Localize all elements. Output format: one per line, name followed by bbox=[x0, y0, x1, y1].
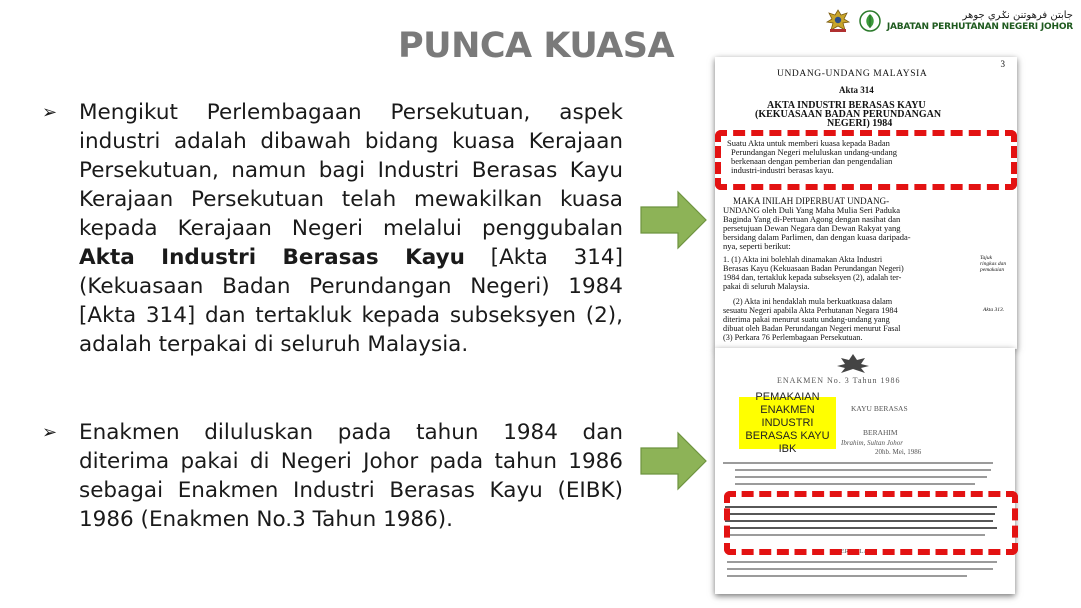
enactment-crest-icon bbox=[823, 352, 883, 374]
doc-margin-note-1: Tajuk bbox=[980, 255, 993, 261]
doc-enact-line-4: persetujuan Dewan Negara dan Dewan Rakyat yang bbox=[723, 223, 901, 233]
doc-act-title-3: NEGERI) 1984 bbox=[827, 118, 893, 129]
doc-section-2-line-4: dibuat oleh Badan Perundangan Negeri menurut Fasal bbox=[723, 324, 901, 333]
doc-enact-line-3: Baginda Yang di-Pertuan Agong dengan nasihat dan bbox=[723, 214, 901, 224]
bullet-marker: ➢ bbox=[42, 102, 58, 123]
right-arrow-icon bbox=[640, 431, 708, 491]
bullet-marker: ➢ bbox=[42, 422, 58, 443]
doc-text-line bbox=[727, 568, 993, 570]
doc-line-d: 20hb. Mei, 1986 bbox=[875, 448, 922, 456]
doc-heading: UNDANG-UNDANG MALAYSIA bbox=[777, 69, 928, 79]
doc-purpose-line-2: Perundangan Negeri meluluskan undang-undang bbox=[731, 147, 897, 157]
doc-line-c: Ibrahim, Sultan Johor bbox=[841, 439, 904, 447]
doc-text-line bbox=[727, 561, 997, 563]
doc-enact-line-1: MAKA INILAH DIPERBUAT UNDANG- bbox=[733, 196, 890, 206]
enactment-document-image bbox=[715, 348, 1015, 594]
doc-section-1-line-2: Berasas Kayu (Kekuasaan Badan Perundangan Negeri) bbox=[723, 264, 904, 273]
doc-section-1-line-3: 1984 dan, tertakluk kepada subseksyen (2), adalah ter- bbox=[723, 273, 902, 282]
highlight-dashed-box bbox=[724, 491, 1018, 555]
doc-text-line bbox=[735, 476, 987, 478]
doc-section-2-line-1: (2) Akta ini hendaklah mula berkuatkuasa dalam bbox=[733, 297, 893, 306]
bullet-1-text-before: Mengikut Perlembagaan Persekutuan, aspek industri adalah dibawah bidang kuasa Kerajaan Persekutuan, namun bagi Industri Berasas Kayu Kerajaan Persekutuan telah mewakilkan kuasa kepada Kerajaan Negeri melalui penggubalan bbox=[79, 100, 623, 241]
doc-text-line bbox=[735, 469, 991, 471]
doc-section-2-line-3: diterima pakai menurut suatu undang-undang yang bbox=[723, 315, 890, 324]
doc-purpose-line-1: Suatu Akta untuk memberi kuasa kepada Badan bbox=[727, 138, 890, 148]
doc-enact-line-5: bersidang dalam Parlimen, dan dengan kuasa daripada- bbox=[723, 232, 911, 242]
right-arrow-icon bbox=[640, 190, 708, 250]
doc-margin-note-2: ringkas dan bbox=[980, 261, 1007, 267]
logo-jawi-text: جابتن فرهوتنن نݢري جوهر bbox=[962, 9, 1073, 21]
bullet-1-text bbox=[79, 98, 623, 359]
doc-act-title-2: (KEKUASAAN BADAN PERUNDANGAN bbox=[755, 109, 942, 120]
act-314-document-image bbox=[715, 57, 1017, 349]
johor-crest-icon bbox=[823, 8, 853, 34]
doc-line-b: BERAHIM bbox=[863, 428, 898, 437]
header-logo bbox=[823, 4, 1073, 38]
doc-line-e: PERMULAAN bbox=[837, 548, 878, 555]
doc-purpose-line-3: berkenaan dengan pemberian dan pengendalian bbox=[731, 156, 893, 166]
bullet-2-text: Enakmen diluluskan pada tahun 1984 dan diterima pakai di Negeri Johor pada tahun 1986 sebagai Enakmen Industri Berasas Kayu (EIBK) 1986 (Enakmen No.3 Tahun 1986). bbox=[79, 420, 623, 532]
slide-title: PUNCA KUASA bbox=[398, 26, 675, 66]
highlight-dashed-box bbox=[715, 130, 1017, 190]
logo-text bbox=[887, 10, 1073, 33]
doc-section-1-line-4: pakai di seluruh Malaysia. bbox=[723, 282, 810, 291]
doc-margin-note-3: pemakaian bbox=[980, 267, 1005, 273]
doc-text-line bbox=[735, 483, 975, 485]
doc-section-2-line-5: (3) Perkara 76 Perlembagaan Persekutuan. bbox=[723, 333, 863, 342]
doc-section-1-line-1: 1. (1) Akta ini bolehlah dinamakan Akta Industri bbox=[723, 255, 883, 264]
doc-enactment-number: ENAKMEN No. 3 Tahun 1986 bbox=[777, 376, 901, 385]
doc-page-number: 3 bbox=[1000, 59, 1005, 69]
doc-purpose-line-4: industri-industri berasas kayu. bbox=[731, 165, 834, 175]
doc-margin-note-4: Akta 313. bbox=[983, 307, 1005, 313]
bullet-1-text-after: [Akta 314] (Kekuasaan Badan Perundangan Negeri) 1984 [Akta 314] dan tertakluk kepada subseksyen (2), adalah terpakai di seluruh Malaysia. bbox=[79, 245, 623, 357]
doc-enact-line-6: nya, seperti berikut: bbox=[723, 241, 791, 251]
doc-text-line bbox=[727, 575, 967, 577]
logo-department-name: JABATAN PERHUTANAN NEGERI JOHOR bbox=[886, 21, 1073, 32]
doc-act-number: Akta 314 bbox=[839, 85, 874, 95]
doc-line-a: KAYU BERASAS bbox=[851, 404, 908, 413]
doc-text-line bbox=[723, 462, 993, 464]
enactment-application-label: PEMAKAIAN ENAKMEN INDUSTRI BERASAS KAYU IBK bbox=[739, 397, 836, 449]
doc-section-2-line-2: sesuatu Negeri apabila Akta Perhutanan Negara 1984 bbox=[723, 306, 898, 315]
bullet-1-bold-act: Akta Industri Berasas Kayu bbox=[79, 245, 465, 270]
doc-enact-line-2: UNDANG oleh Duli Yang Maha Mulia Seri Paduka bbox=[723, 205, 901, 215]
doc-act-title-1: AKTA INDUSTRI BERASAS KAYU bbox=[767, 100, 926, 111]
forestry-leaf-icon bbox=[859, 10, 881, 32]
